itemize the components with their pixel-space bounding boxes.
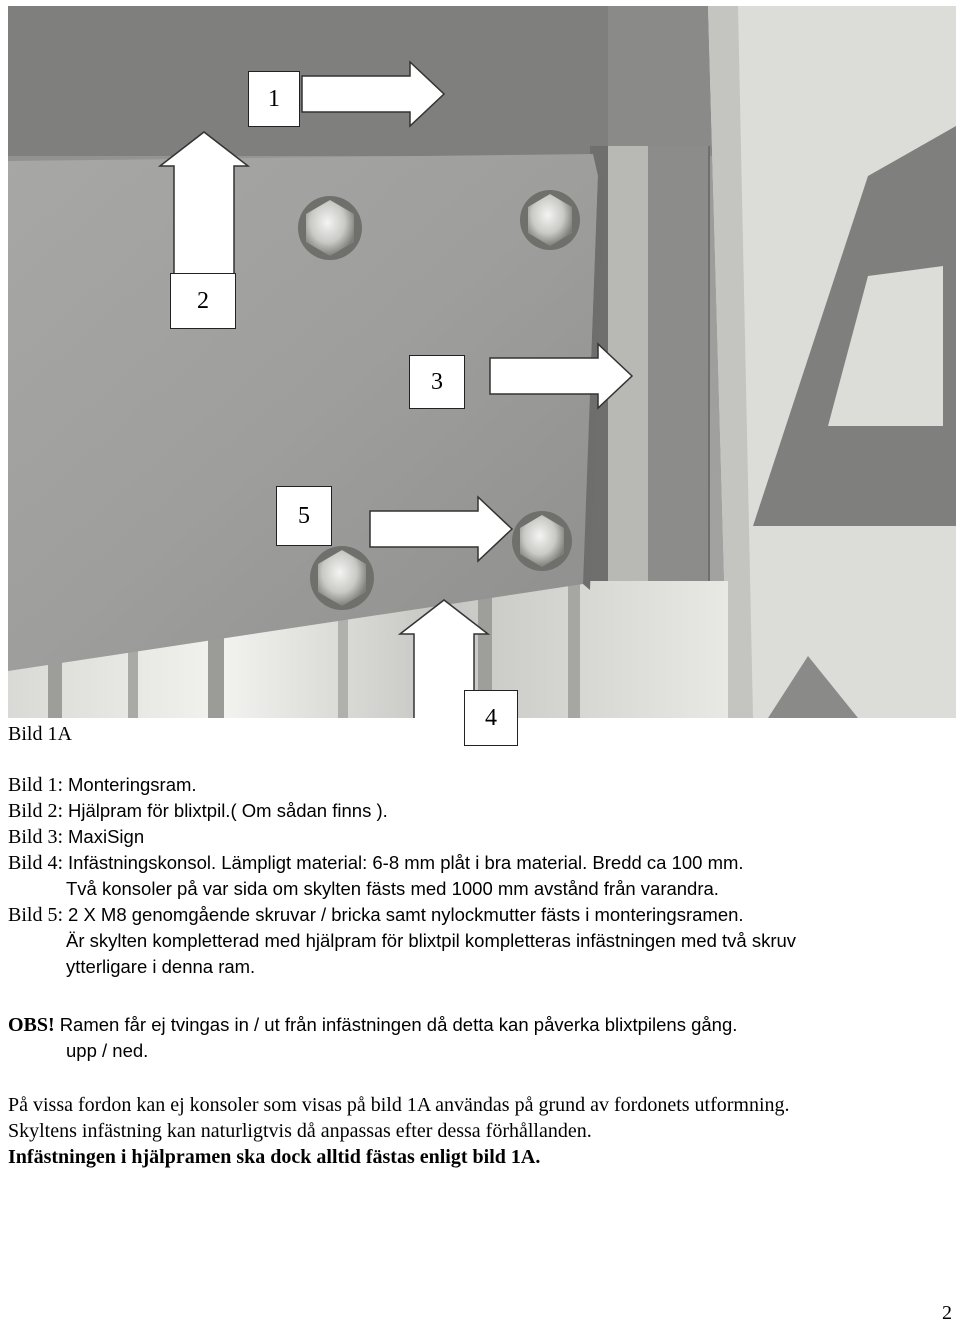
closing-line-2: Skyltens infästning kan naturligtvis då anpassas efter dessa förhållanden. <box>8 1120 592 1142</box>
bild5-note-1: Är skylten kompletterad med hjälpram för blixtpil kompletteras infästningen med två skruv <box>66 930 797 951</box>
bild4-text: Infästningskonsol. Lämpligt material: 6-8 mm plåt i bra material. Bredd ca 100 mm. <box>68 852 744 873</box>
list-item-bild3 <box>8 824 948 850</box>
bild5-text: 2 X M8 genomgående skruvar / bricka samt nylockmutter fästs i monteringsramen. <box>68 904 744 925</box>
obs-text-2: upp / ned. <box>66 1040 149 1061</box>
closing-line-1: På vissa fordon kan ej konsoler som visas på bild 1A användas på grund av fordonets utformning. <box>8 1094 790 1116</box>
bild2-text: Hjälpram för blixtpil.( Om sådan finns ). <box>68 800 388 821</box>
page-number: 2 <box>942 1302 952 1324</box>
callout-2: 2 <box>170 273 236 329</box>
callout-3: 3 <box>409 355 465 409</box>
callout-5: 5 <box>276 486 332 546</box>
callout-4: 4 <box>464 690 518 746</box>
bild3-text: MaxiSign <box>68 826 145 847</box>
bild1-label: Bild 1: <box>8 774 64 796</box>
bild5-label: Bild 5: <box>8 904 64 926</box>
bild1-text: Monteringsram. <box>68 774 197 795</box>
mounting-photo <box>8 6 956 718</box>
mounting-photo-illustration <box>8 6 956 718</box>
bild2-label: Bild 2: <box>8 800 64 822</box>
closing-paragraph <box>8 1092 948 1170</box>
callout-1: 1 <box>248 71 300 127</box>
list-item-bild5 <box>8 902 948 928</box>
bild4-label: Bild 4: <box>8 852 64 874</box>
description-list <box>8 772 948 980</box>
list-item-bild2 <box>8 798 948 824</box>
list-item-bild1 <box>8 772 948 798</box>
obs-label: OBS! <box>8 1014 55 1036</box>
obs-note <box>8 1012 948 1064</box>
obs-text: Ramen får ej tvingas in / ut från infästningen då detta kan påverka blixtpilens gång. <box>59 1014 738 1035</box>
list-item-bild4 <box>8 850 948 876</box>
bild5-note-2: ytterligare i denna ram. <box>66 956 256 977</box>
bild4-note: Två konsoler på var sida om skylten fästs med 1000 mm avstånd från varandra. <box>66 878 719 899</box>
bild3-label: Bild 3: <box>8 826 64 848</box>
closing-line-3: Infästningen i hjälpramen ska dock alltid fästas enligt bild 1A. <box>8 1146 541 1168</box>
figure-caption: Bild 1A <box>8 723 72 745</box>
